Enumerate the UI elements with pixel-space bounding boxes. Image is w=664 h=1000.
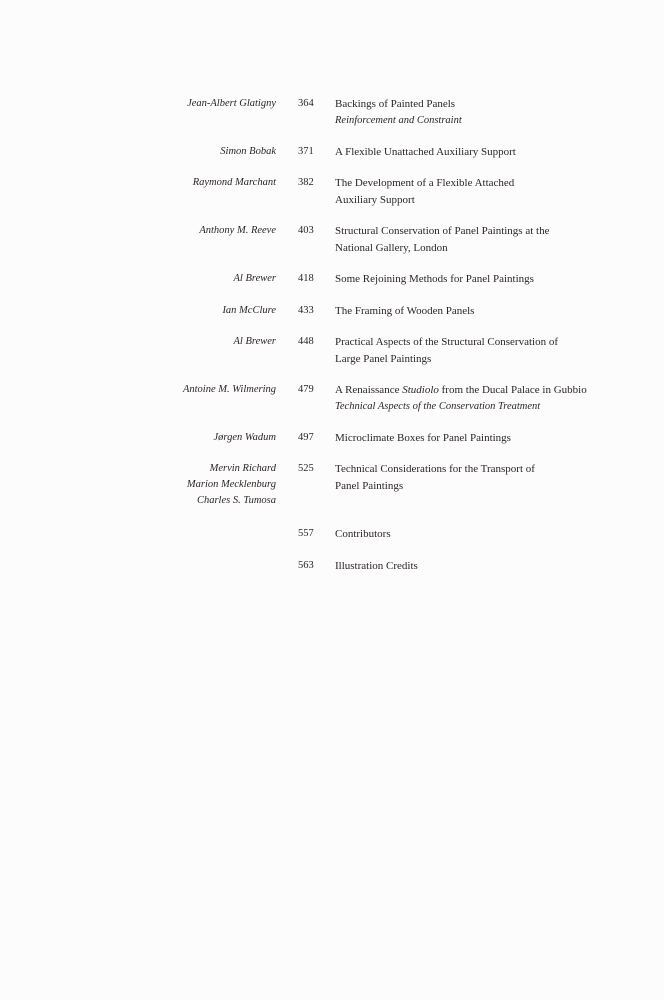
title-line: Panel Paintings xyxy=(335,479,404,492)
toc-entry-title[interactable] xyxy=(335,175,635,208)
page-number[interactable]: 525 xyxy=(298,463,314,474)
title-line: A Flexible Unattached Auxiliary Support xyxy=(335,146,516,158)
toc-entry-authors xyxy=(76,430,276,446)
page-number[interactable]: 382 xyxy=(298,177,314,188)
page-number[interactable]: 418 xyxy=(298,273,314,284)
title-line: Microclimate Boxes for Panel Paintings xyxy=(335,432,511,444)
toc-entry-authors xyxy=(76,96,276,112)
toc-entry-authors xyxy=(76,271,276,287)
toc-entry-title[interactable] xyxy=(335,223,635,256)
toc-entry-title[interactable] xyxy=(335,271,635,288)
title-line: Some Rejoining Methods for Panel Paintings xyxy=(335,273,534,285)
toc-entry-title[interactable] xyxy=(335,558,635,575)
toc-entry-title[interactable] xyxy=(335,303,635,320)
italic-term: Studiolo xyxy=(402,384,439,396)
author-name: Charles S. Tumosa xyxy=(196,495,276,506)
toc-entry-title[interactable] xyxy=(335,334,635,367)
page-number[interactable]: 479 xyxy=(298,384,314,395)
toc-entry-title[interactable] xyxy=(335,430,635,447)
page-number[interactable]: 497 xyxy=(298,432,314,443)
author-name: Jørgen Wadum xyxy=(213,432,276,443)
toc-entry-title[interactable] xyxy=(335,96,635,129)
toc-entry-title[interactable] xyxy=(335,144,635,161)
toc-entry-title[interactable] xyxy=(335,526,635,543)
page-number[interactable]: 364 xyxy=(298,98,314,109)
author-name: Raymond Marchant xyxy=(192,177,276,188)
page-number[interactable]: 433 xyxy=(298,305,314,316)
author-name: Simon Bobak xyxy=(220,146,276,157)
author-name: Al Brewer xyxy=(233,336,276,347)
title-line: Backings of Painted Panels xyxy=(335,98,456,110)
toc-entry-authors xyxy=(76,334,276,350)
title-line: Large Panel Paintings xyxy=(335,352,432,365)
author-name: Jean-Albert Glatigny xyxy=(187,98,276,109)
toc-entry-authors xyxy=(76,382,276,398)
page-number[interactable]: 557 xyxy=(298,528,314,539)
title-line: The Framing of Wooden Panels xyxy=(335,305,475,317)
toc-entry-title[interactable] xyxy=(335,382,635,415)
author-name: Ian McClure xyxy=(222,305,276,316)
author-name: Anthony M. Reeve xyxy=(199,225,276,236)
author-name: Antoine M. Wilmering xyxy=(182,384,276,395)
page-number[interactable]: 371 xyxy=(298,146,314,157)
title-line xyxy=(335,382,635,399)
page-number[interactable]: 403 xyxy=(298,225,314,236)
title-line: Structural Conservation of Panel Paintings at the xyxy=(335,225,550,237)
title-line: Contributors xyxy=(335,528,391,540)
author-name: Marion Mecklenburg xyxy=(186,479,276,490)
page-number[interactable]: 448 xyxy=(298,336,314,347)
toc-entry-authors xyxy=(76,461,276,509)
toc-entry-authors xyxy=(76,223,276,239)
title-subtitle-line: Technical Aspects of the Conservation Treatment xyxy=(335,400,541,412)
toc-entry-title[interactable] xyxy=(335,461,635,494)
toc-entry-authors xyxy=(76,144,276,160)
title-line: Technical Considerations for the Transport of xyxy=(335,463,535,475)
page-number[interactable]: 563 xyxy=(298,560,314,571)
title-subtitle-line: Reinforcement and Constraint xyxy=(335,114,462,126)
title-text: from the Ducal Palace in Gubbio xyxy=(438,384,587,396)
title-line: Auxiliary Support xyxy=(335,193,415,206)
title-line: The Development of a Flexible Attached xyxy=(335,177,515,189)
author-name: Al Brewer xyxy=(233,273,276,284)
title-text: A Renaissance xyxy=(335,384,403,396)
title-line: National Gallery, London xyxy=(335,241,448,254)
toc-entry-authors xyxy=(76,303,276,319)
title-line: Illustration Credits xyxy=(335,560,418,572)
title-line: Practical Aspects of the Structural Conservation of xyxy=(335,336,558,348)
toc-entry-authors xyxy=(76,175,276,191)
author-name: Mervin Richard xyxy=(209,463,276,474)
